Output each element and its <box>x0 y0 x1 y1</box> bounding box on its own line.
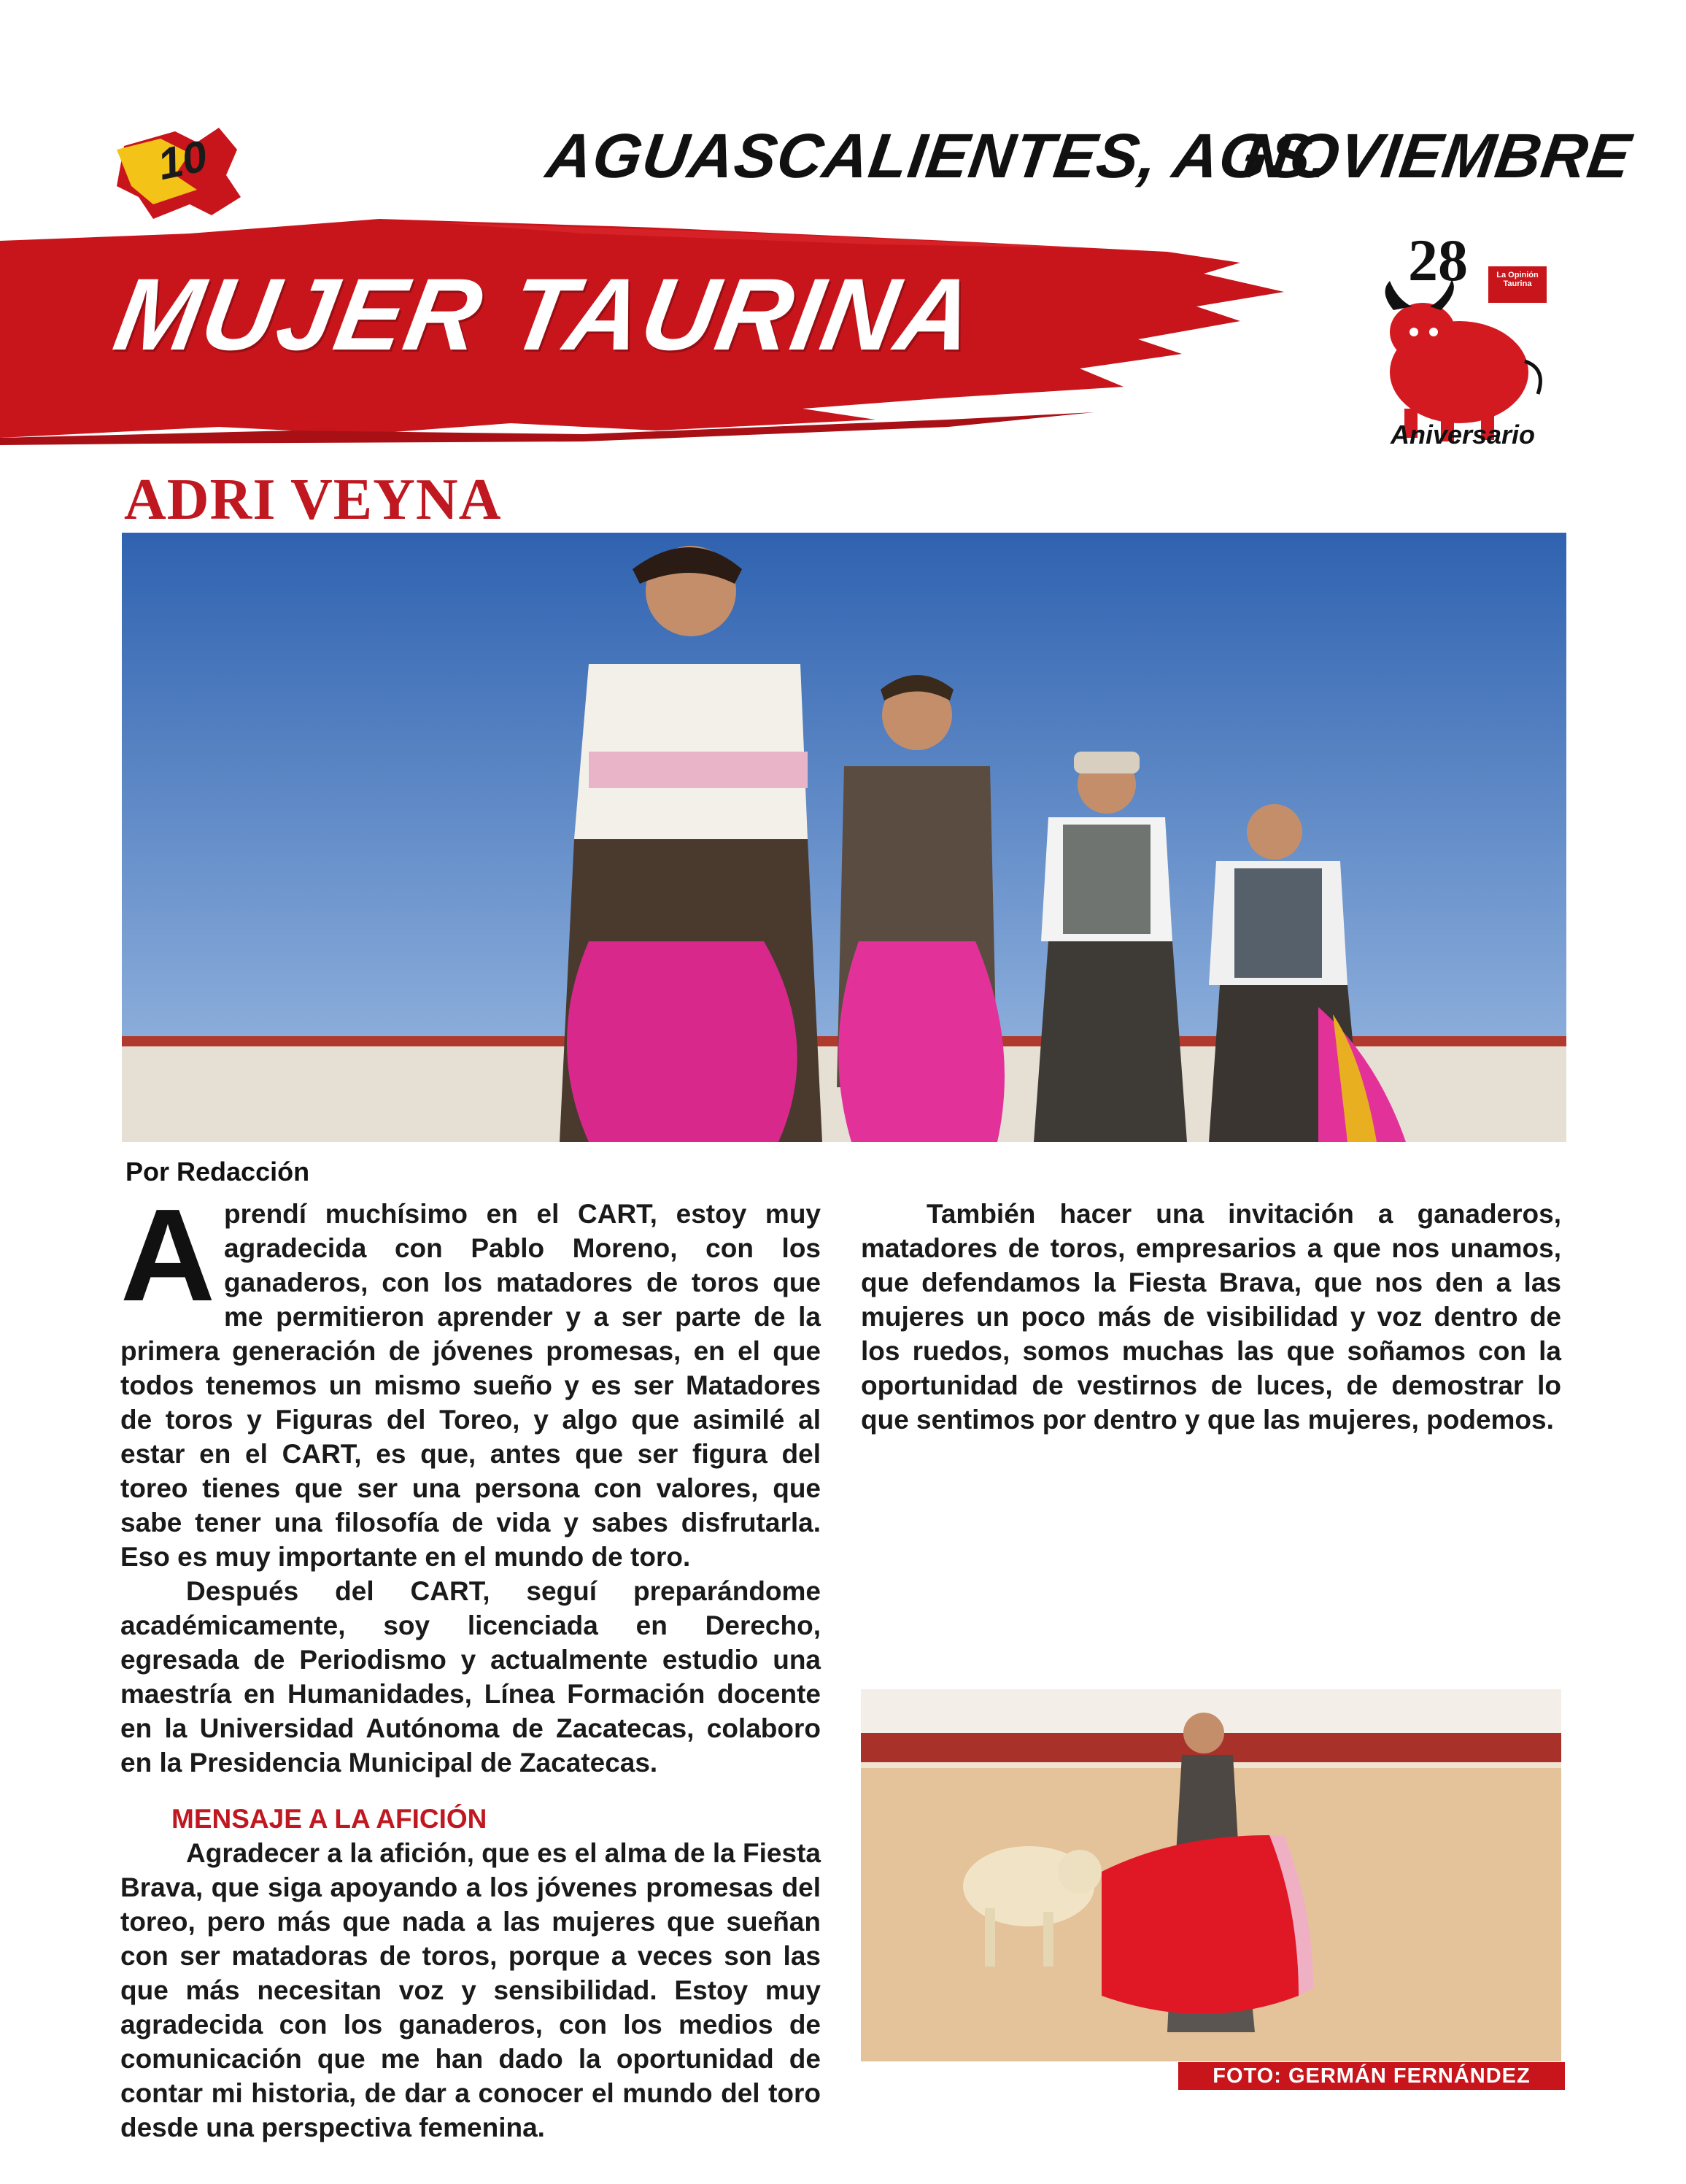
main-photo <box>122 533 1566 1142</box>
article-column-left <box>120 1182 821 2145</box>
anniversary-tag: La Opinión Taurina <box>1488 266 1547 303</box>
paragraph-3: Agradecer a la afición, que es el alma de la Fiesta Brava, que siga apoyando a los jóvenes promesas del toreo, pero más que nada a las mujeres que sueñan con ser matadoras de toros, porque a veces son las que más necesitan voz y sensibilidad. Estoy muy agradecida con los ganaderos, con los medios de comunicación que me han dado la oportunidad de contar mi historia, de dar a conocer el mundo del toro desde una perspectiva femenina. <box>120 1838 821 2142</box>
page-number: 10 <box>153 131 212 190</box>
paragraph-1 <box>120 1182 821 1574</box>
subhead: MENSAJE A LA AFICIÓN <box>171 1804 487 1834</box>
paragraph-1-text: prendí muchísimo en el CART, estoy muy agradecida con Pablo Moreno, con los ganaderos, con los matadores de toros que me permitieron aprender y a ser parte de la primera generación de jóvenes promesas, en el que todos tenemos un mismo sueño y es ser Matadores de toros y Figuras del Toreo, y algo que asimilé al estar en el CART, es que, antes que ser figura del toreo tienes que ser una persona con valores, que sabe tener una filosofía de vida y sabes disfrutarla. Eso es muy importante en el mundo de toro. <box>120 1199 821 1572</box>
bullfight-photo <box>861 1689 1561 2061</box>
dateline-city: AGUASCALIENTES, AGS. <box>542 121 1335 191</box>
section-title: MUJER TAURINA <box>107 257 984 371</box>
article-title: ADRI VEYNA <box>124 468 502 532</box>
drop-cap: A <box>120 1182 215 1329</box>
byline: Por Redacción <box>125 1157 310 1186</box>
anniversary-number: 28 <box>1408 227 1468 293</box>
anniversary-word: Aniversario <box>1390 420 1536 449</box>
paragraph-2: Después del CART, seguí preparándome académicamente, soy licenciada en Derecho, egresada de Periodismo y actualmente estudio una maestría en Humanidades, Línea Formación docente en la Universidad Autónoma de Zacatecas, colaboro en la Presidencia Municipal de Zacatecas. <box>120 1576 821 1778</box>
paragraph-4: También hacer una invitación a ganaderos, matadores de toros, empresarios a que nos unamos, que defendamos la Fiesta Brava, que nos den a las mujeres un poco más de visibilidad y voz dentro de los ruedos, somos muchas las que soñamos con la oportunidad de vestirnos de luces, de demostrar lo que sentimos por dentro y que las mujeres, podemos. <box>861 1199 1561 1435</box>
dateline-month: NOVIEMBRE <box>1239 121 1636 191</box>
article-column-right <box>861 1197 1561 1437</box>
photo-credit: FOTO: GERMÁN FERNÁNDEZ <box>1178 2062 1565 2090</box>
